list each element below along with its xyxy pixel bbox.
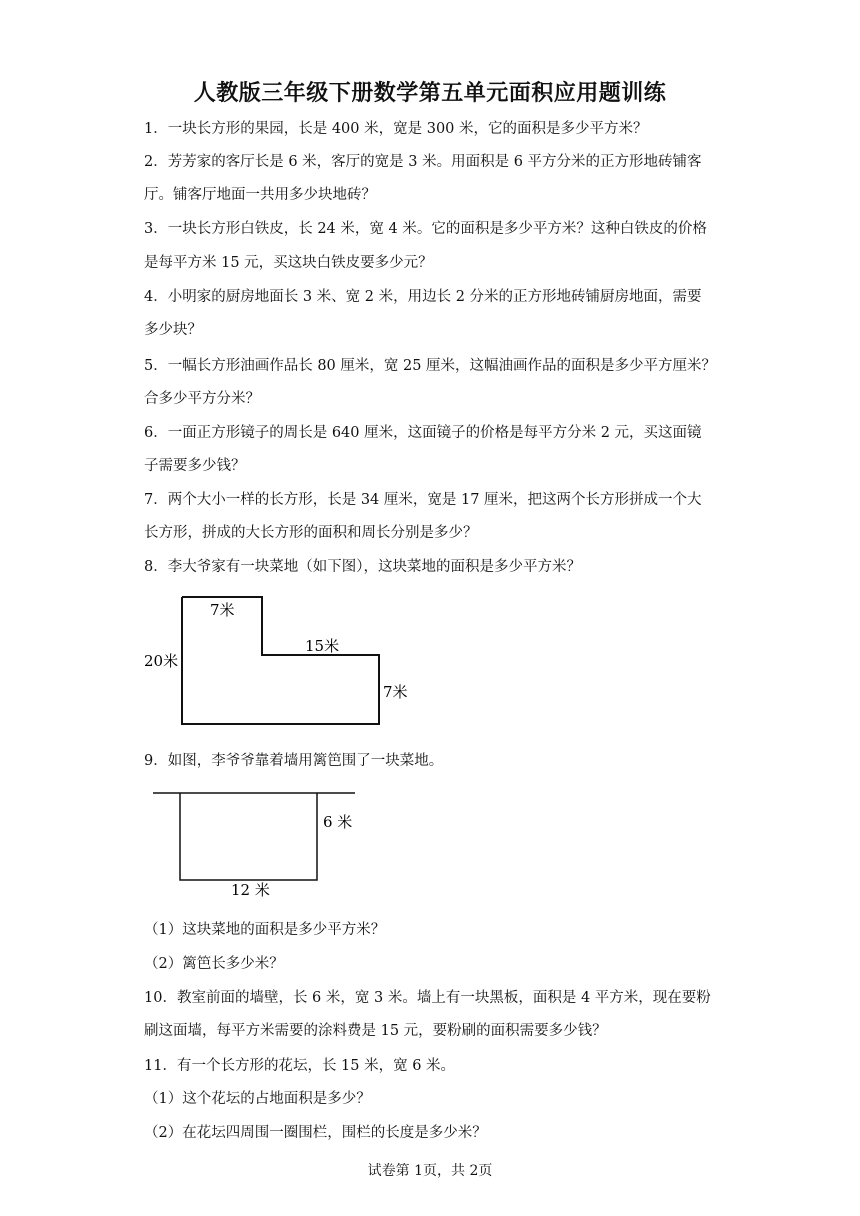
problem-11-sub-1: （1）这个花坛的占地面积是多少？ <box>144 1091 371 1107</box>
problem-6-line-2: 子需要多少钱？ <box>144 458 246 474</box>
problem-2-line-2: 厅。铺客厅地面一共用多少块地砖？ <box>144 187 376 203</box>
problem-4-line-2: 多少块？ <box>144 322 202 338</box>
label-middle-length: 15米 <box>305 637 340 655</box>
label-right-height: 7米 <box>383 683 408 701</box>
problem-9-sub-2: （2）篱笆长多少米？ <box>144 956 284 972</box>
problem-1-line: 1．一块长方形的果园，长是 400 米，宽是 300 米，它的面积是多少平方米？ <box>144 121 648 137</box>
problem-10-line-2: 刷这面墙，每平方米需要的涂料费是 15 元，要粉刷的面积需要多少钱？ <box>144 1023 607 1039</box>
problem-3-line-1: 3．一块长方形白铁皮，长 24 米，宽 4 米。它的面积是多少平方米？这种白铁皮的价格 <box>144 221 707 237</box>
problem-7-line-2: 长方形，拼成的大长方形的面积和周长分别是多少？ <box>144 525 478 541</box>
problem-9-sub-1: （1）这块菜地的面积是多少平方米？ <box>144 922 386 938</box>
label-width: 6 米 <box>323 813 353 831</box>
problem-2-line-1: 2．芳芳家的客厅长是 6 米，客厅的宽是 3 米。用面积是 6 平方分米的正方形地砖铺客 <box>144 154 702 170</box>
problem-9-line: 9．如图，李爷爷靠着墙用篱笆围了一块菜地。 <box>144 753 444 769</box>
problem-8-line: 8．李大爷家有一块菜地（如下图），这块菜地的面积是多少平方米？ <box>144 559 581 575</box>
problem-10-line-1: 10．教室前面的墙壁，长 6 米，宽 3 米。墙上有一块黑板，面积是 4 平方米，现在要粉 <box>144 990 711 1006</box>
problem-11-line: 11．有一个长方形的花坛，长 15 米，宽 6 米。 <box>144 1058 456 1074</box>
fence-outline <box>180 793 317 880</box>
label-length: 12 米 <box>231 881 270 897</box>
problem-7-line-1: 7．两个大小一样的长方形，长是 34 厘米，宽是 17 厘米，把这两个长方形拼成一个大 <box>144 492 702 508</box>
figure-8-l-shape-diagram <box>140 590 420 730</box>
page-footer: 试卷第 1页，共 2页 <box>367 1163 493 1179</box>
problem-5-line-2: 合多少平方分米？ <box>144 391 260 407</box>
problem-5-line-1: 5．一幅长方形油画作品长 80 厘米，宽 25 厘米，这幅油画作品的面积是多少平方厘米？ <box>144 358 717 374</box>
problem-6-line-1: 6．一面正方形镜子的周长是 640 厘米，这面镜子的价格是每平方分米 2 元，买这面镜 <box>144 425 702 441</box>
page-title: 人教版三年级下册数学第五单元面积应用题训练 <box>193 80 667 106</box>
problem-4-line-1: 4．小明家的厨房地面长 3 米、宽 2 米，用边长 2 分米的正方形地砖铺厨房地面，需要 <box>144 289 702 305</box>
label-top-width: 7米 <box>210 601 235 619</box>
problem-11-sub-2: （2）在花坛四周围一圈围栏，围栏的长度是多少米？ <box>144 1125 487 1141</box>
label-left-height: 20米 <box>144 652 179 670</box>
figure-9-wall-fence-diagram <box>148 785 368 897</box>
problem-3-line-2: 是每平方米 15 元，买这块白铁皮要多少元？ <box>144 255 433 271</box>
